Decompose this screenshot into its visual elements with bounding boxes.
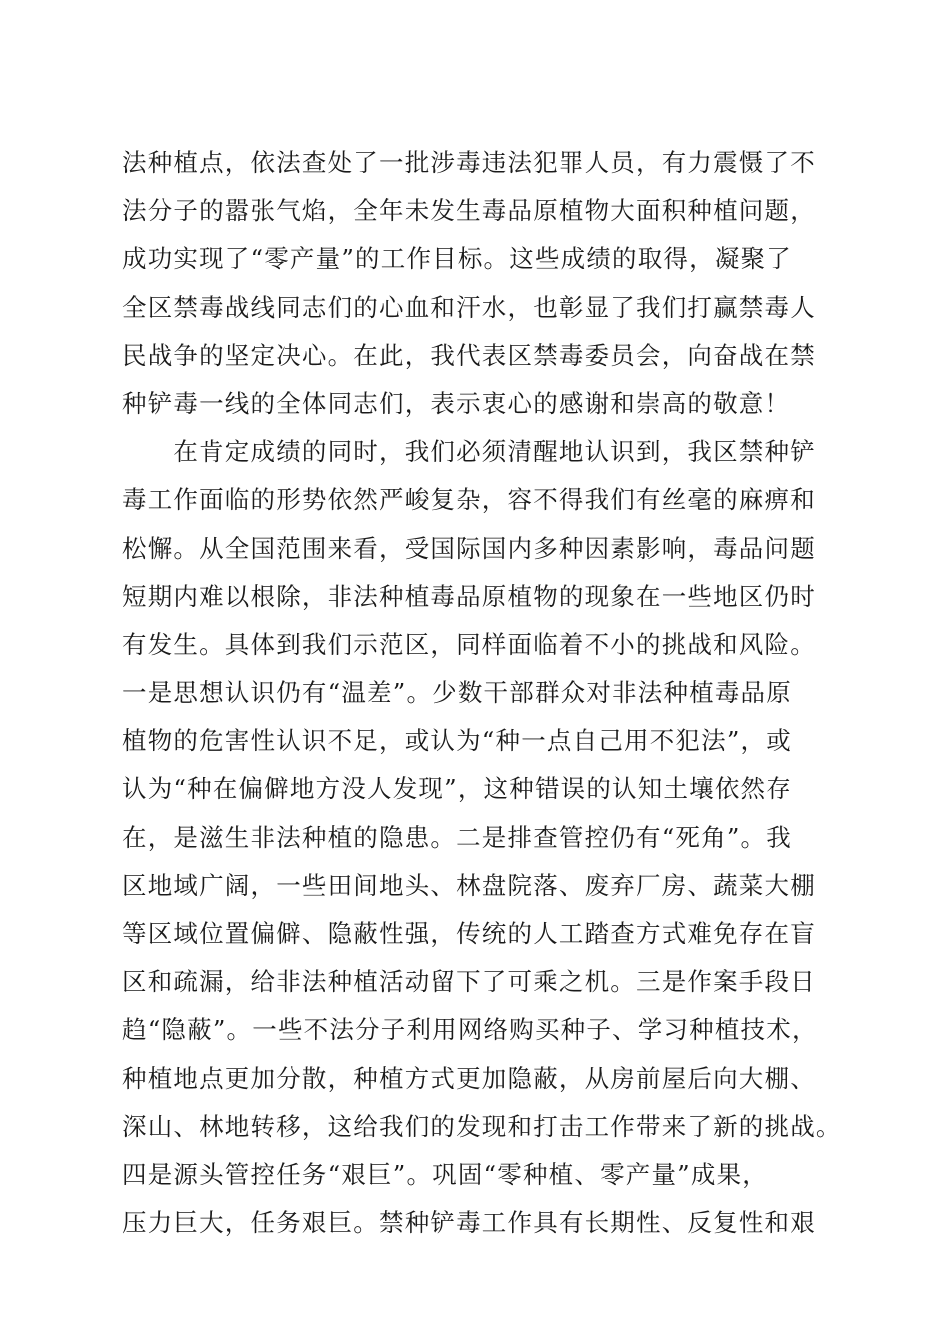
- text-line: 在，是滋生非法种植的隐患。二是排查管控仍有“死角”。我: [122, 822, 792, 852]
- text-line: 法种植点，依法查处了一批涉毒违法犯罪人员，有力震慑了不: [122, 148, 816, 177]
- text-line: 民战争的坚定决心。在此，我代表区禁毒委员会，向奋战在禁: [122, 340, 816, 370]
- text-line: 趋“隐蔽”。一些不法分子利用网络购买种子、学习种植技术，: [122, 1015, 818, 1045]
- text-line: 有发生。具体到我们示范区，同样面临着不小的挑战和风险。: [122, 629, 816, 659]
- text-line: 植物的危害性认识不足，或认为“种一点自己用不犯法”，或: [122, 726, 792, 756]
- text-line: 四是源头管控任务“艰巨”。巩固“零种植、零产量”成果，: [122, 1159, 768, 1189]
- text-line: 等区域位置偏僻、隐蔽性强，传统的人工踏查方式难免存在盲: [122, 919, 816, 948]
- text-line: 深山、林地转移，这给我们的发现和打击工作带来了新的挑战。: [122, 1111, 842, 1141]
- text-line: 一是思想认识仍有“温差”。少数干部群众对非法种植毒品原: [122, 678, 792, 708]
- text-line: 认为“种在偏僻地方没人发现”，这种错误的认知土壤依然存: [122, 774, 792, 804]
- text-line: 法分子的嚣张气焰，全年未发生毒品原植物大面积种植问题，: [122, 196, 816, 226]
- text-line: 压力巨大，任务艰巨。禁种铲毒工作具有长期性、反复性和艰: [122, 1208, 816, 1238]
- body-text: [122, 139, 842, 1247]
- text-line: 在肯定成绩的同时，我们必须清醒地认识到，我区禁种铲: [122, 437, 816, 467]
- text-line: 毒工作面临的形势依然严峻复杂，容不得我们有丝毫的麻痹和: [122, 485, 816, 515]
- text-line: 区和疏漏，给非法种植活动留下了可乘之机。三是作案手段日: [122, 967, 816, 997]
- text-line: 短期内难以根除，非法种植毒品原植物的现象在一些地区仍时: [122, 581, 816, 611]
- text-line: 区地域广阔，一些田间地头、林盘院落、废弃厂房、蔬菜大棚: [122, 870, 816, 900]
- text-line: 种植地点更加分散，种植方式更加隐蔽，从房前屋后向大棚、: [122, 1063, 816, 1093]
- text-line: 种铲毒一线的全体同志们，表示衷心的感谢和崇高的敬意！: [122, 388, 791, 418]
- text-line: 全区禁毒战线同志们的心血和汗水，也彰显了我们打赢禁毒人: [122, 292, 816, 322]
- text-line: 松懈。从全国范围来看，受国际国内多种因素影响，毒品问题: [122, 533, 816, 563]
- text-line: 成功实现了“零产量”的工作目标。这些成绩的取得，凝聚了: [122, 244, 792, 274]
